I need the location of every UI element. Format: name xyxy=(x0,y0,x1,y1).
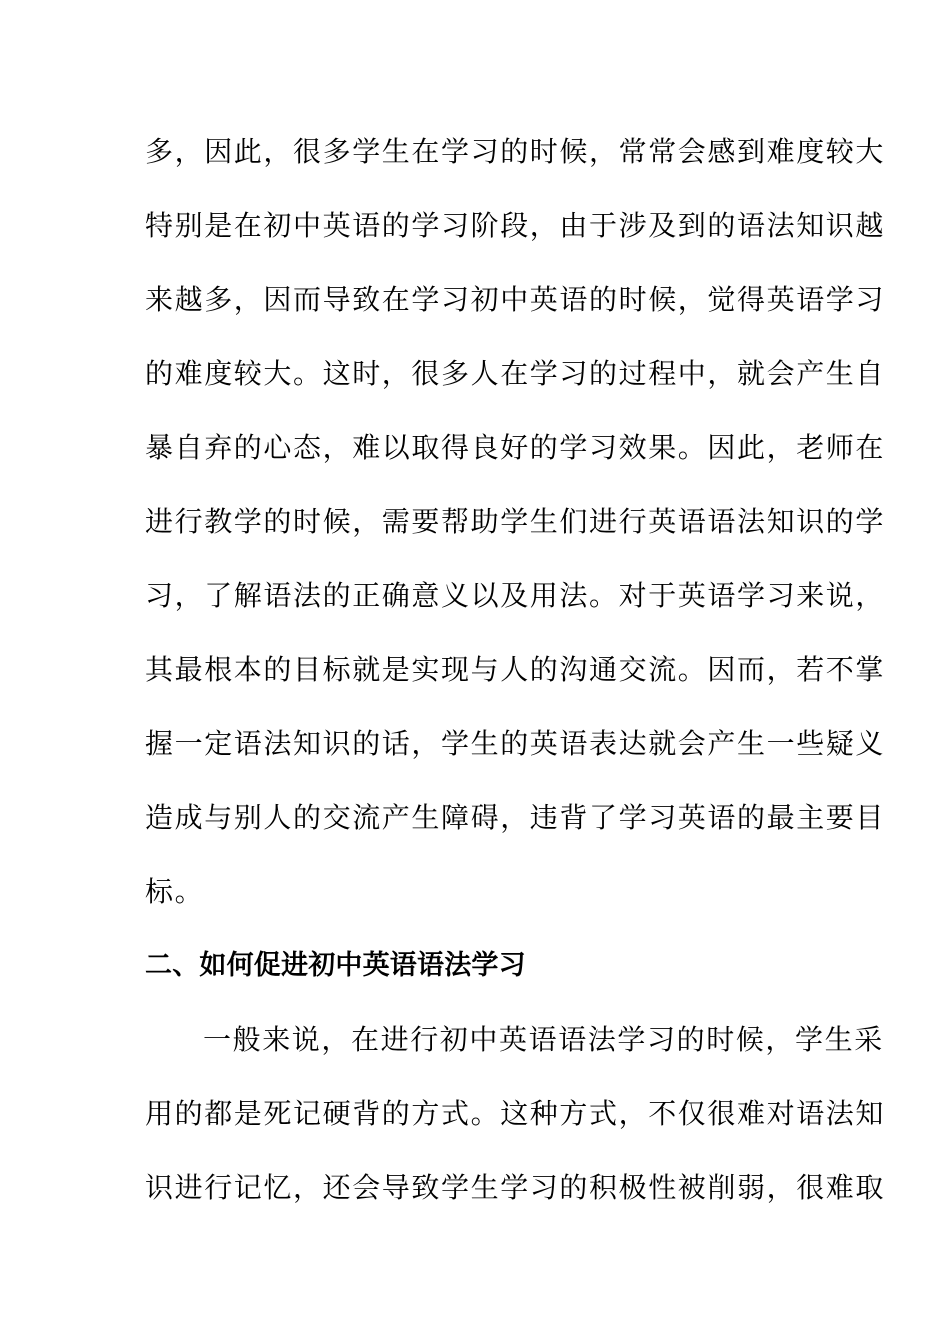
paragraph-line: 识进行记忆，还会导致学生学习的积极性被削弱，很难取 xyxy=(145,1171,886,1204)
paragraph-line: 暴自弃的心态，难以取得良好的学习效果。因此，老师在 xyxy=(145,431,886,464)
paragraph-line: 多，因此，很多学生在学习的时候，常常会感到难度较大 xyxy=(145,135,886,168)
paragraph-line: 来越多，因而导致在学习初中英语的时候，觉得英语学习 xyxy=(145,283,886,316)
paragraph-line: 习，了解语法的正确意义以及用法。对于英语学习来说， xyxy=(145,579,886,612)
document-body xyxy=(145,124,886,1234)
section-heading: 二、如何促进初中英语语法学习 xyxy=(145,950,526,981)
paragraph-line: 标。 xyxy=(145,875,205,908)
paragraph-line: 用的都是死记硬背的方式。这种方式，不仅很难对语法知 xyxy=(145,1097,886,1130)
paragraph-line: 其最根本的目标就是实现与人的沟通交流。因而，若不掌 xyxy=(145,653,886,686)
paragraph-line: 一般来说，在进行初中英语语法学习的时候，学生采 xyxy=(203,1023,884,1056)
paragraph-line: 造成与别人的交流产生障碍，违背了学习英语的最主要目 xyxy=(145,801,886,834)
paragraph-line: 握一定语法知识的话，学生的英语表达就会产生一些疑义 xyxy=(145,727,886,760)
paragraph-line: 特别是在初中英语的学习阶段，由于涉及到的语法知识越 xyxy=(145,209,886,242)
paragraph-line: 的难度较大。这时，很多人在学习的过程中，就会产生自 xyxy=(145,357,886,390)
paragraph-line: 进行教学的时候，需要帮助学生们进行英语语法知识的学 xyxy=(145,505,886,538)
